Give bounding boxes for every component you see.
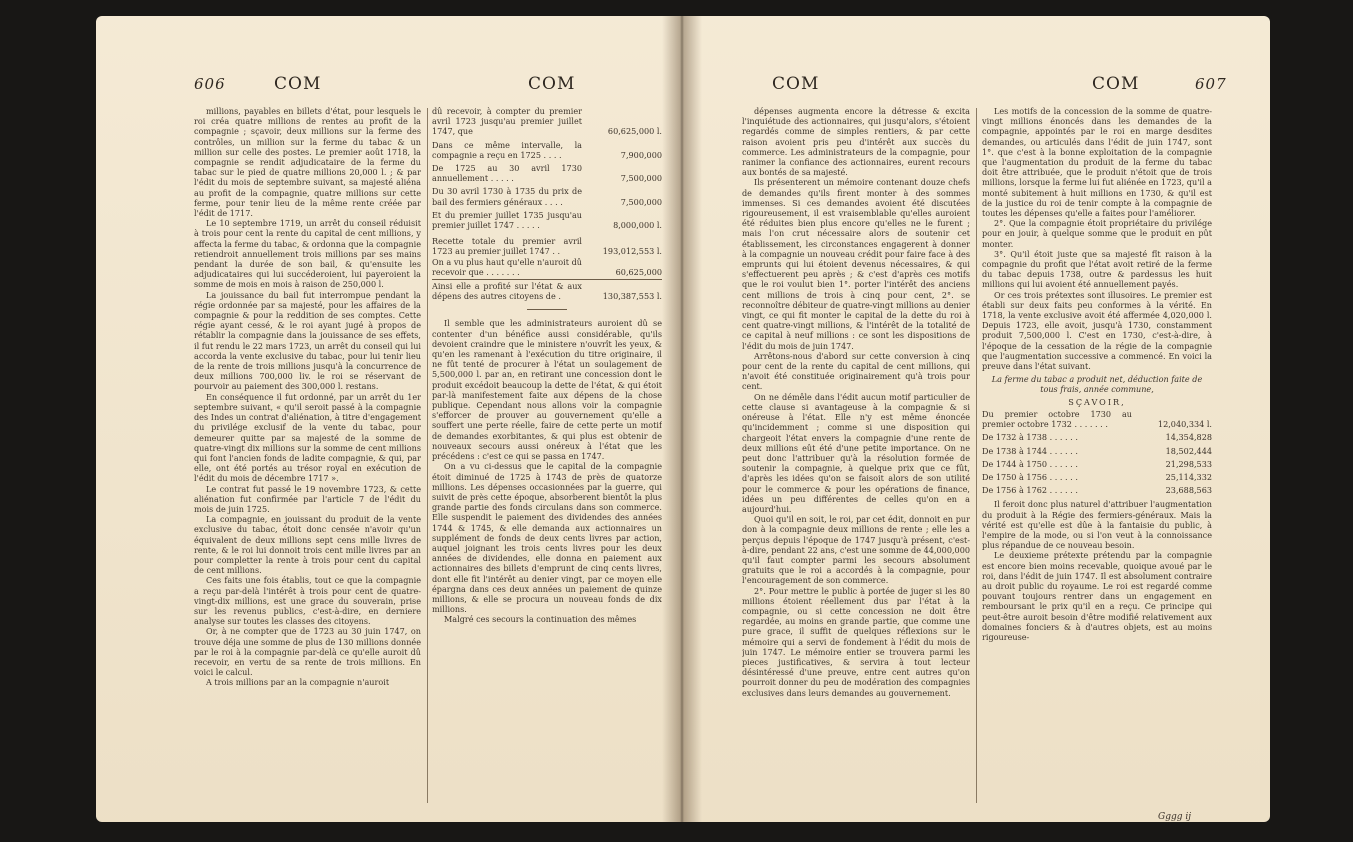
ledger-label: De 1738 à 1744 . . . . . .	[982, 445, 1078, 456]
ledger-row	[432, 210, 662, 230]
paragraph: La compagnie, en jouissant du produit de la vente exclusive du tabac, étoit donc censée n'avoir qu'un équivalent de deux millions sept cens mille livres de rente, & le roi lui donnoit trois cent mille livres par an pour completter la rente à trois pour cent du capital de cent millions.	[194, 514, 421, 576]
paragraph: On a vu ci-dessus que le capital de la compagnie étoit diminué de 1725 à 1743 de près de quatorze millions. Les dépenses occasionnées par la guerre, qui suivit de près cette époque, absorberent bientôt la plus grande partie des fonds circulans dans son commerce. Elle suspendit le paiement des dividendes des années 1744 & 1745, & elle demanda aux actionnaires un supplément de fonds de deux cents livres par action, auquel joignant les trois cents livres pour les deux années de dividendes, elle donna en paiement aux actionnaires des billets d'emprunt de cinq cents livres, dont elle fit l'intérêt au denier vingt, par ce moyen elle épargna dans ces deux années un paiement de quinze millions, & elle se procura un nouveau fonds de dix millions.	[432, 461, 662, 615]
ledger-label: De 1756 à 1762 . . . . . .	[982, 485, 1078, 496]
paragraph: dépenses augmenta encore la détresse & excita l'inquiétude des actionnaires, qui jusqu'alors, s'étoient regardés comme de simples rentiers, & par cette raison avoient pris peu d'intérêt aux succès du commerce. Les administrateurs de la compagnie, pour ranimer la confiance des actionnaires, eurent recours aux bontés de sa majesté.	[742, 106, 970, 178]
ledger-value: 7,500,000	[620, 173, 662, 184]
running-head-left-b: COM	[528, 74, 576, 94]
ledger-value: 25,114,332	[1165, 471, 1212, 482]
receipt-ledger	[432, 140, 662, 231]
left-column-2	[432, 106, 662, 806]
minus-line: On a vu plus haut qu'elle n'auroit dû recevoir que . . . . . . . 60,625,000	[432, 256, 662, 277]
paragraph: Le contrat fut passé le 19 novembre 1723, & cette aliénation fut confirmée par l'article 7 de l'édit du mois de juin 1725.	[194, 483, 421, 514]
paragraph: On ne démêle dans l'édit aucun motif particulier de cette clause si avantageuse à la compagnie & si onéreuse à l'état. Elle n'y est même énoncée qu'incidemment ; comme si une disposition qui chargeoit l'état envers la compagnie d'une rente de deux millions eût été d'une petite importance. On ne peut donc l'attribuer qu'à la résolution formée de soutenir la compagnie, à quelque prix que ce fût, d'après les idées qu'on se faisoit alors de son utilité pour le commerce & pour les opérations de finance, idées un peu différentes de celles qu'on en a aujourd'hui.	[742, 391, 970, 514]
running-head-right-a: COM	[772, 74, 820, 94]
column-rule-right	[976, 108, 977, 803]
paragraph: En conséquence il fut ordonné, par un arrêt du 1er septembre suivant, « qu'il seroit passé à la compagnie des Indes un contrat d'aliénation, à titre d'engagement du privilége exclusif de la vente du tabac, pour demeurer quitte par sa majesté de la somme de quatre-vingt dix millions sur la somme de cent millions qui font l'ancien fonds de ladite compagnie, & qui, par elle, ont été portés au trésor royal en exécution de l'édit du mois de décembre 1717 ».	[194, 391, 421, 484]
expected-receipt-line: dû recevoir, à compter du premier avril 1723 jusqu'au premier juillet 1747, que 60,625,000 l.	[432, 106, 662, 137]
ledger-row	[432, 140, 662, 160]
table-intro-row: Du premier octobre 1730 au premier octobre 1732 . . . . . . . 12,040,334 l.	[982, 408, 1212, 430]
left-page	[96, 16, 680, 822]
table-subheading: SÇAVOIR,	[1068, 396, 1126, 407]
paragraph: Le 10 septembre 1719, un arrêt du conseil réduisit à trois pour cent la rente du capital de cent millions, y affecta la ferme du tabac, & ordonna que la compagnie retiendroit annuellement trois millions par ses mains pendant la durée de son bail, & qu'ensuite les adjudicataires qui lui succéderoient, lui payeroient la somme de mois en mois à raison de 250,000 l.	[194, 218, 421, 290]
ledger-label: Du 30 avril 1730 à 1735 du prix de bail des fermiers généraux . . . .	[432, 186, 582, 207]
ledger-label: De 1750 à 1756 . . . . . .	[982, 471, 1078, 482]
running-head-right-b: COM	[1092, 74, 1140, 94]
total-receipt-line: Recette totale du premier avril 1723 au premier juillet 1747 . . 193,012,553 l.	[432, 236, 662, 257]
ledger-label: Dans ce même intervalle, la compagnie a reçu en 1725 . . . .	[432, 139, 582, 160]
ledger-row	[982, 432, 1212, 442]
ledger-row	[982, 485, 1212, 495]
ledger-label: Et du premier juillet 1735 jusqu'au premier juillet 1747 . . . . .	[432, 209, 582, 231]
paragraph: Il feroit donc plus naturel d'attribuer l'augmentation du produit à la Régie des fermiers-généraux. Mais la vérité est qu'elle est dûe à la fantaisie du public, à l'empire de la mode, ou si l'on veut à la connoissance plus répandue de ce nouveau besoin.	[982, 499, 1212, 551]
ledger-value: 14,354,828	[1165, 432, 1212, 443]
left-column-2-text	[432, 318, 662, 624]
ledger-row	[982, 459, 1212, 469]
paragraph: 2°. Pour mettre le public à portée de juger si les 80 millions étoient réellement dus par l'état à la compagnie, ou si cette concession ne doit être regardée, au moins en grande partie, que comme une pure grace, il suffit de quelques réflexions sur le mémoire qui a servi de fondement à l'édit du mois de juin 1747. Le mémoire entier se trouvera parmi les pieces justificatives, & servira à tout lecteur désintéressé d'une preuve, entre cent autres qu'on pourroit donner du peu de modération des compagnies exclusives dans leurs demandes au gouvernement.	[742, 585, 970, 698]
paragraph: Ces faits une fois établis, tout ce que la compagnie a reçu par-delà l'intérêt à trois pour cent de quatre-vingt-dix millions, est une grace du souverain, prise sur les revenus publics, c'est-à-dire, en derniere analyse sur toutes les classes des citoyens.	[194, 575, 421, 627]
paragraph: Il semble que les administrateurs auroient dû se contenter d'un bénéfice aussi considérable, qu'ils devoient craindre que le ministere n'ouvrît les yeux, & qu'en les ramenant à l'exécution du titre originaire, il ne fût tenté de procurer à l'état un soulagement de 5,500,000 l. par an, en retirant une concession dont le produit excédoit beaucoup la dette de l'état, & qui étoit par-là manifestement faite aux dépens de la chose publique. Cependant nous allons voir la compagnie s'efforcer de prouver au gouvernement qu'elle a souffert une perte réelle, faire de cette perte un motif de demandes exorbitantes, & qui plus est obtenir de nouveaux secours aussi onéreux à l'état que les précédens : c'est ce qui se passa en 1747.	[432, 318, 662, 462]
paragraph: Ils présenterent un mémoire contenant douze chefs de demandes qu'ils firent monter à des sommes immenses. Si ces demandes avoient été discutées rigoureusement, il est vraisemblable qu'elles auroient été réduites bien plus encore qu'elles ne le furent ; mais l'on crut nécessaire alors de soutenir cet établissement, les circonstances engagerent à donner à la compagnie un nouveau crédit pour faire face à des emprunts qui lui étoient devenus nécessaires, & qui s'effectuerent peu après ; & c'est d'après ces motifs que le roi voulut bien 1°. porter l'intérêt des anciens cent millions de trois à cinq pour cent, 2°. se reconnoître débiteur de quatre-vingt millions au denier vingt, ce qui fit monter le capital de la dette du roi à cent quatre-vingt millions, & l'intérêt de la totalité de ce capital à neuf millions : ce sont les dispositions de l'édit du mois de juin 1747.	[742, 177, 970, 351]
section-rule	[527, 309, 567, 310]
folio-left: 606	[194, 75, 226, 93]
right-page	[680, 16, 1270, 822]
running-head-left-a: COM	[274, 74, 322, 94]
paragraph: Le deuxieme prétexte prétendu par la compagnie est encore bien moins recevable, quoique avoué par le roi, dans l'édit de juin 1747. Il est absolument contraire au droit public du royaume. Le roi est regardé comme pouvant toujours rentrer dans un engagement en remboursant le prix qu'il en a reçu. Ce principe qui peut-être auroit besoin d'être modifié relativement aux domaines fonciers & à d'autres objets, est au moins rigoureuse-	[982, 550, 1212, 642]
table-heading: La ferme du tabac a produit net, déduction faite de tous frais, année commune,	[991, 374, 1203, 395]
ledger-value: 23,688,563	[1165, 485, 1212, 496]
folio-right: 607	[1195, 75, 1227, 93]
paragraph: Les motifs de la concession de la somme de quatre-vingt millions énoncés dans les demandes de la compagnie, appointés par le roi en marge desdites demandes, ou articulés dans l'édit de juin 1747, sont 1°. que c'est à la bonne exploitation de la compagnie que l'augmentation du produit de la ferme du tabac doit être attribuée, que le produit n'étoit que de trois millions, lorsque la ferme lui fut aliénée en 1723, qu'il a monté subitement à huit millions en 1730, & qu'il est de la justice du roi de tenir compte à la compagnie de toutes les dépenses qu'elle a faites pour l'améliorer.	[982, 106, 1212, 219]
ledger-value: 8,000,000 l.	[613, 220, 662, 231]
right-column-1	[742, 106, 970, 806]
paragraph: millions, payables en billets d'état, pour lesquels le roi créa quatre millions de rentes au profit de la compagnie ; sçavoir, deux millions sur la ferme des contrôles, un million sur la ferme du tabac & un million sur celle des postes. Le premier août 1718, la compagnie se rendit adjudicataire de la ferme du tabac sur le pied de quatre millions 20,000 l. ; & par l'édit du mois de septembre suivant, sa majesté aliéna au profit de la compagnie, quatre millions sur cette ferme, pour tenir lieu de la même rente créée par l'édit de 1717.	[194, 106, 421, 219]
paragraph: Or, à ne compter que de 1723 au 30 juin 1747, on trouve déja une somme de plus de 130 millions donnée par le roi à la compagnie par-delà ce qu'elle auroit dû recevoir, en vertu de sa rente de trois millions. En voici le calcul.	[194, 626, 421, 678]
paragraph: Or ces trois prétextes sont illusoires. Le premier est établi sur deux faits peu conformes à la vérité. En 1718, la vente exclusive avoit été affermée 4,020,000 l. Depuis 1723, elle avoit, jusqu'à 1730, constamment produit 7,500,000 l. C'est en 1730, c'est-à-dire, à l'époque de la cessation de la régie de la compagnie que l'augmentation successive a commencé. En voici la preuve dans l'état suivant.	[982, 289, 1212, 372]
paragraph: 3°. Qu'il étoit juste que sa majesté fît raison à la compagnie du profit que l'état avoit retiré de la ferme du tabac depuis 1738, outre & pardessus les huit millions qui lui avoient été annuellement payés.	[982, 248, 1212, 290]
ledger-row	[982, 446, 1212, 456]
ledger-row	[982, 472, 1212, 482]
ledger-label: De 1744 à 1750 . . . . . .	[982, 458, 1078, 469]
ledger-value: 7,900,000	[620, 149, 662, 160]
paragraph: Arrêtons-nous d'abord sur cette conversion à cinq pour cent de la rente du capital de cent millions, qui n'avoit été constituée originairement qu'à trois pour cent.	[742, 350, 970, 392]
signature-mark: Gggg ij	[1158, 812, 1192, 822]
ledger-row	[432, 186, 662, 206]
ledger-label: De 1725 au 30 avril 1730 annuellement . . . . .	[432, 163, 582, 184]
ledger-value: 21,298,533	[1165, 458, 1212, 469]
paragraph: La jouissance du bail fut interrompue pendant la régie ordonnée par sa majesté, pour les affaires de la compagnie & pour la reddition de ses comptes. Cette régie ayant cessé, & le roi ayant jugé à propos de rétablir la compagnie dans la jouissance de ses effets, il fut rendu le 22 mars 1723, un arrêt du conseil qui lui accorda la vente exclusive du tabac, pour lui tenir lieu de la rente de trois millions jusqu'à la concurrence de deux millions 700,000 liv. le roi se réservant de pourvoir au paiement des 300,000 l. restans.	[194, 289, 421, 392]
paragraph: Malgré ces secours la continuation des mêmes	[444, 614, 637, 625]
tobacco-revenue-table	[982, 432, 1212, 495]
left-column-1	[194, 106, 421, 806]
paragraph: Quoi qu'il en soit, le roi, par cet édit, donnoit en pur don à la compagnie deux millions de rente ; elle les a perçus depuis l'époque de 1747 jusqu'à présent, c'est-à-dire, pendant 22 ans, c'est une somme de 44,000,000 qu'il faut compter parmi les secours absolument gratuits que le roi a accordés à la compagnie, pour l'encouragement de son commerce.	[742, 514, 970, 586]
result-line: Ainsi elle a profité sur l'état & aux dépens des autres citoyens de . 130,387,553 l.	[432, 281, 662, 302]
paragraph: A trois millions par an la compagnie n'auroit	[206, 677, 390, 688]
right-column-2-text	[982, 106, 1212, 371]
ledger-row	[432, 163, 662, 183]
paragraph: 2°. Que la compagnie étoit propriétaire du privilége pour en jouir, à quelque somme que le produit en pût monter.	[982, 218, 1212, 249]
right-column-2-text-after	[982, 499, 1212, 642]
column-rule-left	[427, 108, 428, 803]
ledger-label: De 1732 à 1738 . . . . . .	[982, 432, 1078, 443]
right-column-2	[982, 106, 1212, 814]
ledger-value: 18,502,444	[1165, 445, 1212, 456]
ledger-value: 7,500,000	[620, 196, 662, 207]
